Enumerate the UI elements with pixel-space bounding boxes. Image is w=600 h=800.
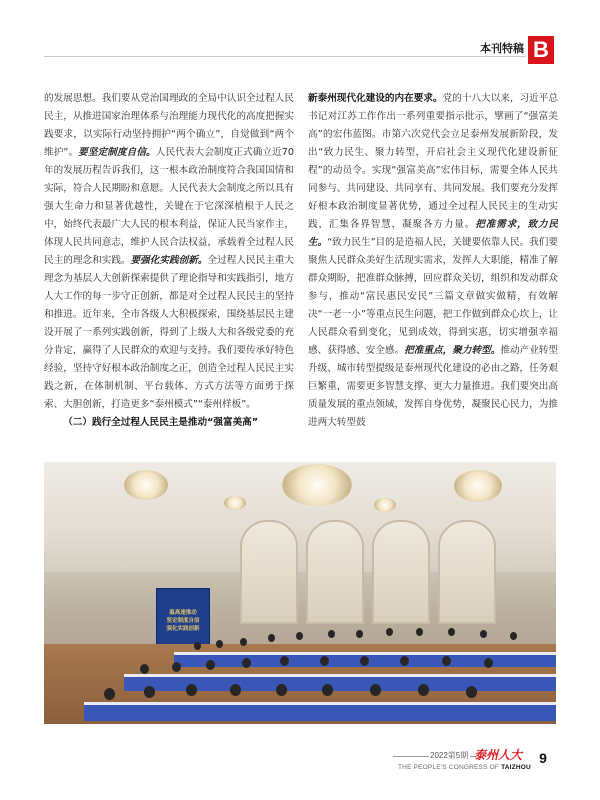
footer-english-title xyxy=(398,764,531,771)
attendee-head xyxy=(484,658,493,668)
highlight-transformation: 把准重点，聚力转型。 xyxy=(404,345,501,356)
wall-arch xyxy=(438,520,496,624)
section-badge: B xyxy=(528,36,554,64)
attendee-head xyxy=(276,684,287,696)
subheading: （二）践行全过程人民民主是推动“强富美高” xyxy=(63,417,259,428)
attendee-head xyxy=(240,638,247,646)
highlight-practice-innovation: 要强化实践创新。 xyxy=(130,255,208,266)
right-text-3: 推动产业转型升级、城市转型提级是泰州现代化建设的必由之路，任务艰巨繁重，需要更多智慧支撑、更大力量推进。我们要突出高质量发展的重点领域，发挥自身优势，凝聚民心民力，为推进两大转型鼓 xyxy=(308,345,558,428)
right-column xyxy=(308,90,558,450)
chandelier-icon xyxy=(454,470,502,502)
left-paragraph-1 xyxy=(44,90,294,414)
wall-arch xyxy=(372,520,430,624)
attendee-head xyxy=(172,662,181,672)
highlight-institutional-confidence: 要坚定制度自信。 xyxy=(78,147,156,158)
attendee-head xyxy=(442,656,451,666)
right-text-2: “致力民生”目的是造福人民，关键要依靠人民。我们要聚焦人民群众美好生活现实需求，发挥人大职能，精准了解群众期盼，把准群众脉搏，回应群众关切，组织和发动群众参与，推动“富民惠民安民”三篇文章做实做精，有效解决“一老一小”等重点民生问题，把工作做到群众心坎上，让人民群众看到变化，见到成效，得到实惠，切实增强幸福感、获得感、安全感。 xyxy=(308,237,558,356)
attendee-head xyxy=(400,656,409,666)
attendee-head xyxy=(194,642,201,650)
desk-row xyxy=(84,702,556,721)
attendee-head xyxy=(416,628,423,636)
attendee-head xyxy=(268,634,275,642)
attendee-head xyxy=(322,684,333,696)
attendee-head xyxy=(448,628,455,636)
chandelier-icon xyxy=(374,498,396,512)
attendee-head xyxy=(144,686,155,698)
left-text-3: 全过程人民民主重大理念为基层人大创新探索提供了理论指导和实践指引，地方人大工作的每一步守正创新，都是对全过程人民民主的坚持和推进。近年来，全市各级人大积极探索，围绕基层民主建设开展了一系列实践创新，得到了上级人大和各级党委的充分肯定，赢得了人民群众的欢迎与支持。我们要传承好特色经验，坚持守好根本政治制度之正，创造全过程人民民主实践之新，在体制机制、平台载体、方式方法等方面勇于探索、大胆创新，打造更多“泰州模式”“泰州样板”。 xyxy=(44,255,294,410)
subheading-continuation: 新泰州现代化建设的内在要求。 xyxy=(308,93,443,104)
wall-arch xyxy=(240,520,298,624)
footer-english-text: THE PEOPLE'S CONGRESS OF xyxy=(398,764,500,771)
attendee-head xyxy=(386,628,393,636)
attendee-head xyxy=(370,684,381,696)
attendee-head xyxy=(186,684,197,696)
chandelier-icon xyxy=(224,496,246,510)
attendee-head xyxy=(356,630,363,638)
left-column xyxy=(44,90,294,450)
attendee-head xyxy=(480,630,487,638)
highlight-livelihood: 把准需求，致力民生。 xyxy=(308,219,558,248)
footer-brand-logo: 泰州人大 xyxy=(474,748,523,762)
wall-arch xyxy=(306,520,364,624)
header-divider xyxy=(44,56,526,57)
attendee-head xyxy=(418,684,429,696)
page-number: 9 xyxy=(539,750,547,766)
attendee-head xyxy=(510,632,517,640)
left-text-2: 人民代表大会制度正式确立近70年的发展历程告诉我们，这一根本政治制度符合我国国情和实际，符合人民期盼和意愿。人民代表大会制度之所以具有强大生命力和显著优越性，关键在于它深深植根于人民之中，始终代表最广大人民的根本利益，保证人民当家作主，体现人民共同意志，维护人民合法权益，承载着全过程人民民主的理念和实践。 xyxy=(44,147,294,266)
chandelier-icon xyxy=(282,464,352,506)
right-paragraph-1 xyxy=(308,90,558,432)
attendee-head xyxy=(360,656,369,666)
section-label: 本刊特稿 xyxy=(480,42,524,55)
chandelier-icon xyxy=(124,470,168,500)
footer-year-issue: 2022第5期 xyxy=(430,751,469,760)
attendee-head xyxy=(280,656,289,666)
left-text-1: 的发展思想。我们要从党治国理政的全局中认识全过程人民民主，从推进国家治理体系与治理能力现代化的高度把握实践要求，以实际行动坚持拥护“两个确立”，自觉做到“两个维护”。 xyxy=(44,93,294,158)
attendee-head xyxy=(320,656,329,666)
attendee-head xyxy=(466,686,477,698)
attendee-head xyxy=(140,664,149,674)
right-text-1: 党的十八大以来，习近平总书记对江苏工作作出一系列重要指示批示，擘画了“强富美高”的宏伟蓝图。市第六次党代会立足泰州发展新阶段，发出“致力民生、聚力转型，开启社会主义现代化建设新征程”的动员令。实现“强富美高”宏伟目标，需要全体人民共同参与、共同建设、共同享有、共同发展。我们要充分发挥好根本政治制度显著优势，通过全过程人民民主的生动实践，汇集各界智慧，凝聚各方力量。 xyxy=(308,93,558,230)
footer-english-city: TAIZHOU xyxy=(501,764,531,771)
attendee-head xyxy=(216,640,223,648)
attendee-head xyxy=(296,632,303,640)
attendee-head xyxy=(104,688,115,700)
attendee-head xyxy=(230,684,241,696)
attendee-head xyxy=(328,630,335,638)
attendee-head xyxy=(206,660,215,670)
attendee-head xyxy=(242,658,251,668)
footer-rule-left xyxy=(393,756,429,757)
meeting-photo xyxy=(44,462,556,724)
stage-banner-text: 温高速推动 坚定制度自信 强化实践创新 xyxy=(166,610,200,632)
